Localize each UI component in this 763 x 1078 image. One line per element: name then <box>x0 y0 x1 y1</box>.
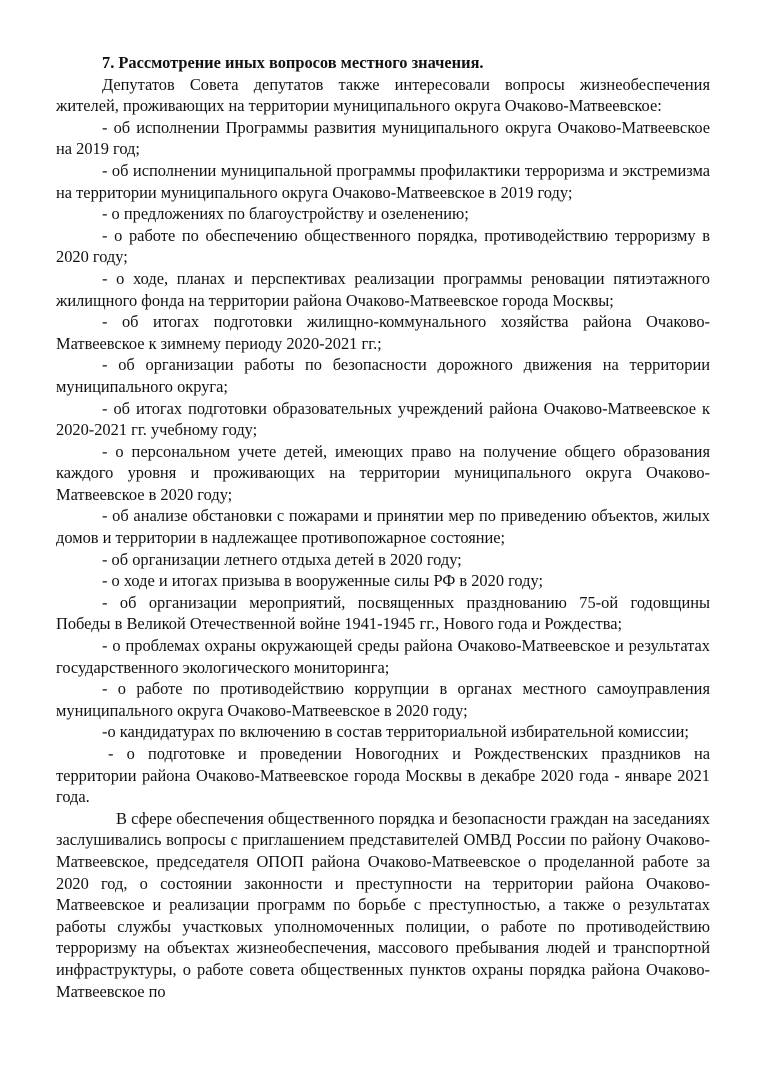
body-paragraph: В сфере обеспечения общественного порядка и безопасности граждан на заседаниях заслушивались вопросы с приглашением представителей ОМВД России по району Очаково-Матвеевское, председателя ОПОП района Очаково-Матвеевское о проделанной работе за 2020 год, о состоянии законности и преступности на территории района Очаково-Матвеевское и реализации программ по борьбе с преступностью, а также о результатах работы службы участковых уполномоченных полиции, о работе по противодействию терроризму на объектах жизнеобеспечения, массового пребывания людей и транспортной инфраструктуры, о работе совета общественных пунктов охраны порядка района Очаково-Матвеевское по <box>56 808 710 1001</box>
list-item: - о работе по противодействию коррупции в органах местного самоуправления муниципального округа Очаково-Матвеевское в 2020 году; <box>56 679 710 720</box>
list-item: - о проблемах охраны окружающей среды района Очаково-Матвеевское и результатах государственного экологического мониторинга; <box>56 636 710 677</box>
list-item: - об итогах подготовки жилищно-коммунального хозяйства района Очаково-Матвеевское к зимнему периоду 2020-2021 гг.; <box>56 312 710 353</box>
list-item: - о ходе и итогах призыва в вооруженные силы РФ в 2020 году; <box>102 571 544 591</box>
list-item: - о работе по обеспечению общественного порядка, противодействию терроризму в 2020 году; <box>56 225 710 267</box>
list-item: - об исполнении Программы развития муниципального округа Очаково-Матвеевское на 2019 год; <box>56 117 710 159</box>
section-title: 7. Рассмотрение иных вопросов местного значения. <box>102 53 484 72</box>
list-item: - о ходе, планах и перспективах реализации программы реновации пятиэтажного жилищного фонда на территории района Очаково-Матвеевское города Москвы; <box>56 268 710 310</box>
document-page <box>56 52 710 1002</box>
list-item: - о персональном учете детей, имеющих право на получение общего образования каждого уровня и проживающих на территории муниципального округа Очаково-Матвеевское в 2020 году; <box>56 441 710 504</box>
list-item: -о кандидатурах по включению в состав территориальной избирательной комиссии; <box>102 722 689 742</box>
list-item: - об анализе обстановки с пожарами и принятии мер по приведению объектов, жилых домов и территории в надлежащее противопожарное состояние; <box>56 506 710 548</box>
list-item: - об организации летнего отдыха детей в 2020 году; <box>102 549 462 569</box>
list-item: - об организации работы по безопасности дорожного движения на территории муниципального округа; <box>56 355 710 396</box>
list-item: - об исполнении муниципальной программы профилактики терроризма и экстремизма на территории муниципального округа Очаково-Матвеевское в 2019 году; <box>56 160 710 202</box>
list-item: - о предложениях по благоустройству и озеленению; <box>102 204 469 224</box>
intro-paragraph: Депутатов Совета депутатов также интересовали вопросы жизнеобеспечения жителей, проживающих на территории муниципального округа Очаково-Матвеевское: <box>56 74 710 116</box>
list-item: - об организации мероприятий, посвященных празднованию 75-ой годовщины Победы в Великой Отечественной войне 1941-1945 гг., Нового года и Рождества; <box>56 592 710 634</box>
list-item: - об итогах подготовки образовательных учреждений района Очаково-Матвеевское к 2020-2021 гг. учебному году; <box>56 398 710 440</box>
list-item: - о подготовке и проведении Новогодних и Рождественских праздников на территории района Очаково-Матвеевское города Москвы в декабре 2020 года - январе 2021 года. <box>56 744 710 807</box>
